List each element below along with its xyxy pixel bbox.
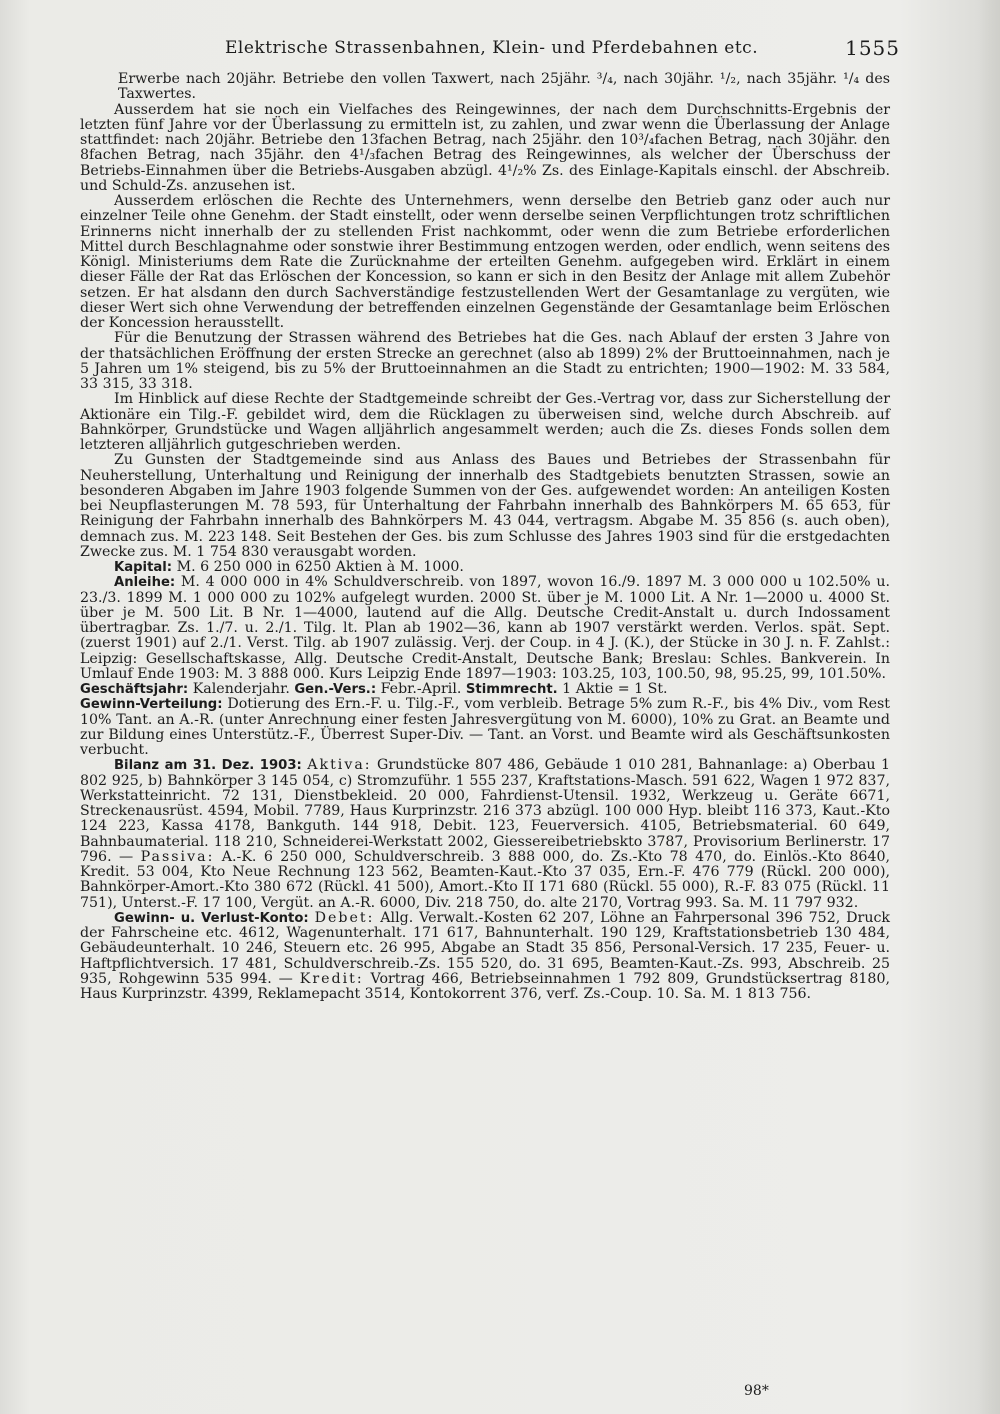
paragraph-erloeschen: Ausserdem erlöschen die Rechte des Unternehmers, wenn derselbe den Betrieb ganz oder auch nur einzelner Teile ohne Genehm. der Stadt einstellt, oder wenn derselbe seinen Verpflichtungen trotz schriftlichen Erinnerns nicht innerhalb der zu stellenden Frist nachkommt, oder wenn die zum Betriebe erforderlichen Mittel durch Beschlagnahme oder sonstwie ihrer Bestimmung entzogen werden, oder endlich, wenn seitens des Königl. Ministeriums dem Rate die Zurücknahme der erteilten Genehm. aufgegeben wird. Erklärt in einem dieser Fälle der Rat das Erlöschen der Koncession, so kann er sich in den Besitz der Anlage mit allem Zubehör setzen. Er hat alsdann den durch Sachverständige festzustellenden Wert der Gesamtanlage zu vergüten, wie dieser Wert sich ohne Verwendung der betreffenden einzelnen Gegenstände der Gesamtanlage beim Erlöschen der Koncession herausstellt. (80, 193, 890, 331)
section-gewinn-verlust (80, 911, 890, 1003)
geschaeftsjahr-label: Geschäftsjahr: (80, 682, 189, 697)
section-bilanz (80, 758, 890, 911)
gewinn-verteilung-label: Gewinn-Verteilung: (80, 697, 223, 713)
gewinn-verteilung-text: Dotierung des Ern.-F. u. Tilg.-F., vom verbleib. Betrage 5% zum R.-F., bis 4% Div., vom Rest 10% Tant. an A.-R. (unter Anrechnung einer festen Jahresvergütung von M. 6000), 10% zu Grat. an Beamte und zur Bildung eines Unterstütz.-F., Überrest Super-Div. — Tant. an Vorst. und Beamte wird als Geschäftsunkosten verbucht. (80, 696, 890, 758)
gewinn-verlust-label: Gewinn- u. Verlust-Konto: (114, 910, 309, 926)
passiva-text: A.-K. 6 250 000, Schuldverschreib. 3 888 000, do. Zs.-Kto 78 470, do. Einlös.-Kto 8640, Kredit. 53 004, Kto Neue Rechnung 123 562, Beamten-Kaut.-Kto 37 035, Ern.-F. 476 779 (Rückl. 200 000), Bahnkörper-Amort.-Kto 380 672 (Rückl. 41 500), Amort.-Kto II 171 680 (Rückl. 55 000), R.-F. 83 075 (Rückl. 11 751), Unterst.-F. 17 100, Vergüt. an A.-R. 6000, Div. 218 750, do. alte 2170, Vortrag 993. Sa. M. 11 797 932. (80, 848, 891, 911)
kredit-text: Vortrag 466, Betriebseinnahmen 1 792 809, Grundstücksertrag 8180, Haus Kurprinzstr. 4399, Reklamepacht 3514, Kontokorrent 376, verf. Zs.-Coup. 10. Sa. M. 1 813 756. (80, 970, 890, 1002)
page-number: 1555 (845, 36, 900, 60)
main-text (80, 72, 890, 1002)
stimmrecht-text: 1 Aktie = 1 St. (557, 681, 668, 697)
paragraph-reingewinn: Ausserdem hat sie noch ein Vielfaches des Reingewinnes, der nach dem Durchschnitts-Ergebnis der letzten fünf Jahre vor der Überlassung zu ermitteln ist, zu zahlen, und zwar wenn die Überlassung der Anlage stattfindet: nach 20jähr. Betriebe den 13fachen Betrag, nach 25jähr. den 10³/₄fachen Betrag, nach 30jähr. den 8fachen Betrag, nach 35jähr. den 4¹/₃fachen Betrag des Reingewinnes, als welcher der Überschuss der Betriebs-Einnahmen über die Betriebs-Ausgaben abzügl. 4¹/₂% Zs. des Einlage-Kapitals einschl. der Abschreib. und Schuld-Zs. anzusehen ist. (80, 101, 890, 194)
paragraph-tilgungsfonds: Im Hinblick auf diese Rechte der Stadtgemeinde schreibt der Ges.-Vertrag vor, dass zur Sicherstellung der Aktionäre ein Tilg.-F. gebildet wird, dem die Rücklagen zu überweisen sind, welche durch Abschreib. auf Bahnkörper, Grundstücke und Wagen alljährlich angesammelt werden; auch die Zs. dieses Fonds sollen dem letzteren alljährlich gutgeschrieben werden. (80, 391, 890, 453)
paragraph-taxwert: Erwerbe nach 20jähr. Betriebe den vollen Taxwert, nach 25jähr. ³/₄, nach 30jähr. ¹/₂, nach 35jähr. ¹/₄ des Taxwertes. (118, 71, 890, 103)
section-gewinn-verteilung (80, 697, 890, 758)
kapital-text: M. 6 250 000 in 6250 Aktien à M. 1000. (172, 559, 464, 575)
section-geschaeftsjahr (80, 682, 890, 697)
aktiva-label: Aktiva: (307, 757, 372, 774)
genvers-label: Gen.-Vers.: (294, 682, 377, 697)
passiva-label: Passiva: (140, 848, 215, 865)
kapital-label: Kapital: (114, 560, 173, 575)
debet-label: Debet: (314, 909, 375, 926)
section-kapital (80, 560, 890, 575)
anleihe-label: Anleihe: (114, 575, 176, 591)
paragraph-stadtgemeinde: Zu Gunsten der Stadtgemeinde sind aus Anlass des Baues und Betriebes der Strassenbahn für Neuherstellung, Unterhaltung und Reinigung der innerhalb des Stadtgebiets benutzten Strassen, sowie an besonderen Abgaben im Jahre 1903 folgende Summen von der Ges. aufgewendet worden: An anteiligen Kosten bei Neupflasterungen M. 78 593, für Unterhaltung der Fahrbahn innerhalb des Bahnkörpers M. 65 653, für Reinigung der Fahrbahn innerhalb des Bahnkörpers M. 43 044, vertragsm. Abgabe M. 35 856 (s. auch oben), demnach zus. M. 223 148. Seit Bestehen der Ges. bis zum Schlusse des Jahres 1903 sind für die erstgedachten Zwecke zus. M. 1 754 830 verausgabt worden. (80, 452, 890, 560)
bilanz-label: Bilanz am 31. Dez. 1903: (114, 758, 302, 774)
page-edge-shadow (978, 0, 1000, 1414)
signature-mark: 98* (744, 1383, 769, 1399)
running-header (115, 34, 900, 64)
header-title: Elektrische Strassenbahnen, Klein- und Pferdebahnen etc. (225, 38, 759, 58)
paragraph-strassenbenutzung: Für die Benutzung der Strassen während des Betriebes hat die Ges. nach Ablauf der ersten 3 Jahre von der thatsächlichen Eröffnung der ersten Strecke an gerechnet (also ab 1899) 2% der Bruttoeinnahmen, nach je 5 Jahren um 1% steigend, bis zu 5% der Bruttoeinnahmen an die Stadt zu entrichten; 1900—1902: M. 33 584, 33 315, 33 318. (80, 330, 890, 392)
section-anleihe (80, 575, 890, 682)
anleihe-text: M. 4 000 000 in 4% Schuldverschreib. von 1897, wovon 16./9. 1897 M. 3 000 000 u 102.50% u. 23./3. 1899 M. 1 000 000 zu 102% aufgelegt wurden. 2000 St. über je M. 1000 Lit. A Nr. 1—2000 u. 4000 St. über je M. 500 Lit. B Nr. 1—4000, lautend auf die Allg. Deutsche Credit-Anstalt u. durch Indossament übertragbar. Zs. 1./7. u. 2./1. Tilg. lt. Plan ab 1902—36, kann ab 1907 verstärkt werden. Verlos. spät. Sept. (zuerst 1901) auf 2./1. Verst. Tilg. ab 1907 zulässig. Verj. der Coup. in 4 J. (K.), der Stücke in 30 J. n. F. Zahlst.: Leipzig: Gesellschaftskasse, Allg. Deutsche Credit-Anstalt, Deutsche Bank; Breslau: Schles. Bankverein. In Umlauf Ende 1903: M. 3 888 000. Kurs Leipzig Ende 1897—1903: 103.25, 103, 100.50, 98, 95.25, 99, 101.50%. (80, 574, 890, 682)
genvers-text: Febr.-April. (376, 681, 466, 697)
kredit-label: Kredit: (299, 970, 364, 987)
stimmrecht-label: Stimmrecht. (465, 682, 558, 697)
aktiva-text: Grundstücke 807 486, Gebäude 1 010 281, Bahnanlage: a) Oberbau 1 802 925, b) Bahnkörper 3 145 054, c) Stromzuführ. 1 555 237, Kraftstations-Masch. 591 622, Wagen 1 972 837, Werkstatteinricht. 72 131, Dienstbekleid. 20 000, Fahrdienst-Utensil. 1932, Werkzeug u. Geräte 6671, Streckenausrüst. 4594, Mobil. 7789, Haus Kurprinzstr. 216 373 abzügl. 100 000 Hyp. bleibt 116 373, Kaut.-Kto 124 223, Kassa 4178, Bankguth. 144 918, Debit. 123, Feuerversich. 4105, Betriebsmaterial. 60 649, Bahnbaumaterial. 118 210, Schneiderei-Werkstatt 2002, Giessereibetriebskto 3787, Provisorium Berlinerstr. 17 796. — (80, 757, 890, 865)
geschaeftsjahr-text: Kalenderjahr. (188, 681, 295, 697)
debet-text: Allg. Verwalt.-Kosten 62 207, Löhne an Fahrpersonal 396 752, Druck der Fahrscheine etc. 4612, Wagenunterhalt. 171 617, Bahnunterhalt. 190 129, Kraftstationsbetrieb 130 484, Gebäudeunterhalt. 10 246, Steuern etc. 26 995, Abgabe an Stadt 35 856, Personal-Versich. 17 235, Feuer- u. Haftpflichtversich. 17 481, Schuldverschreib.-Zs. 155 520, do. 31 695, Beamten-Kaut.-Zs. 993, Abschreib. 25 935, Rohgewinn 535 994. — (80, 909, 891, 987)
